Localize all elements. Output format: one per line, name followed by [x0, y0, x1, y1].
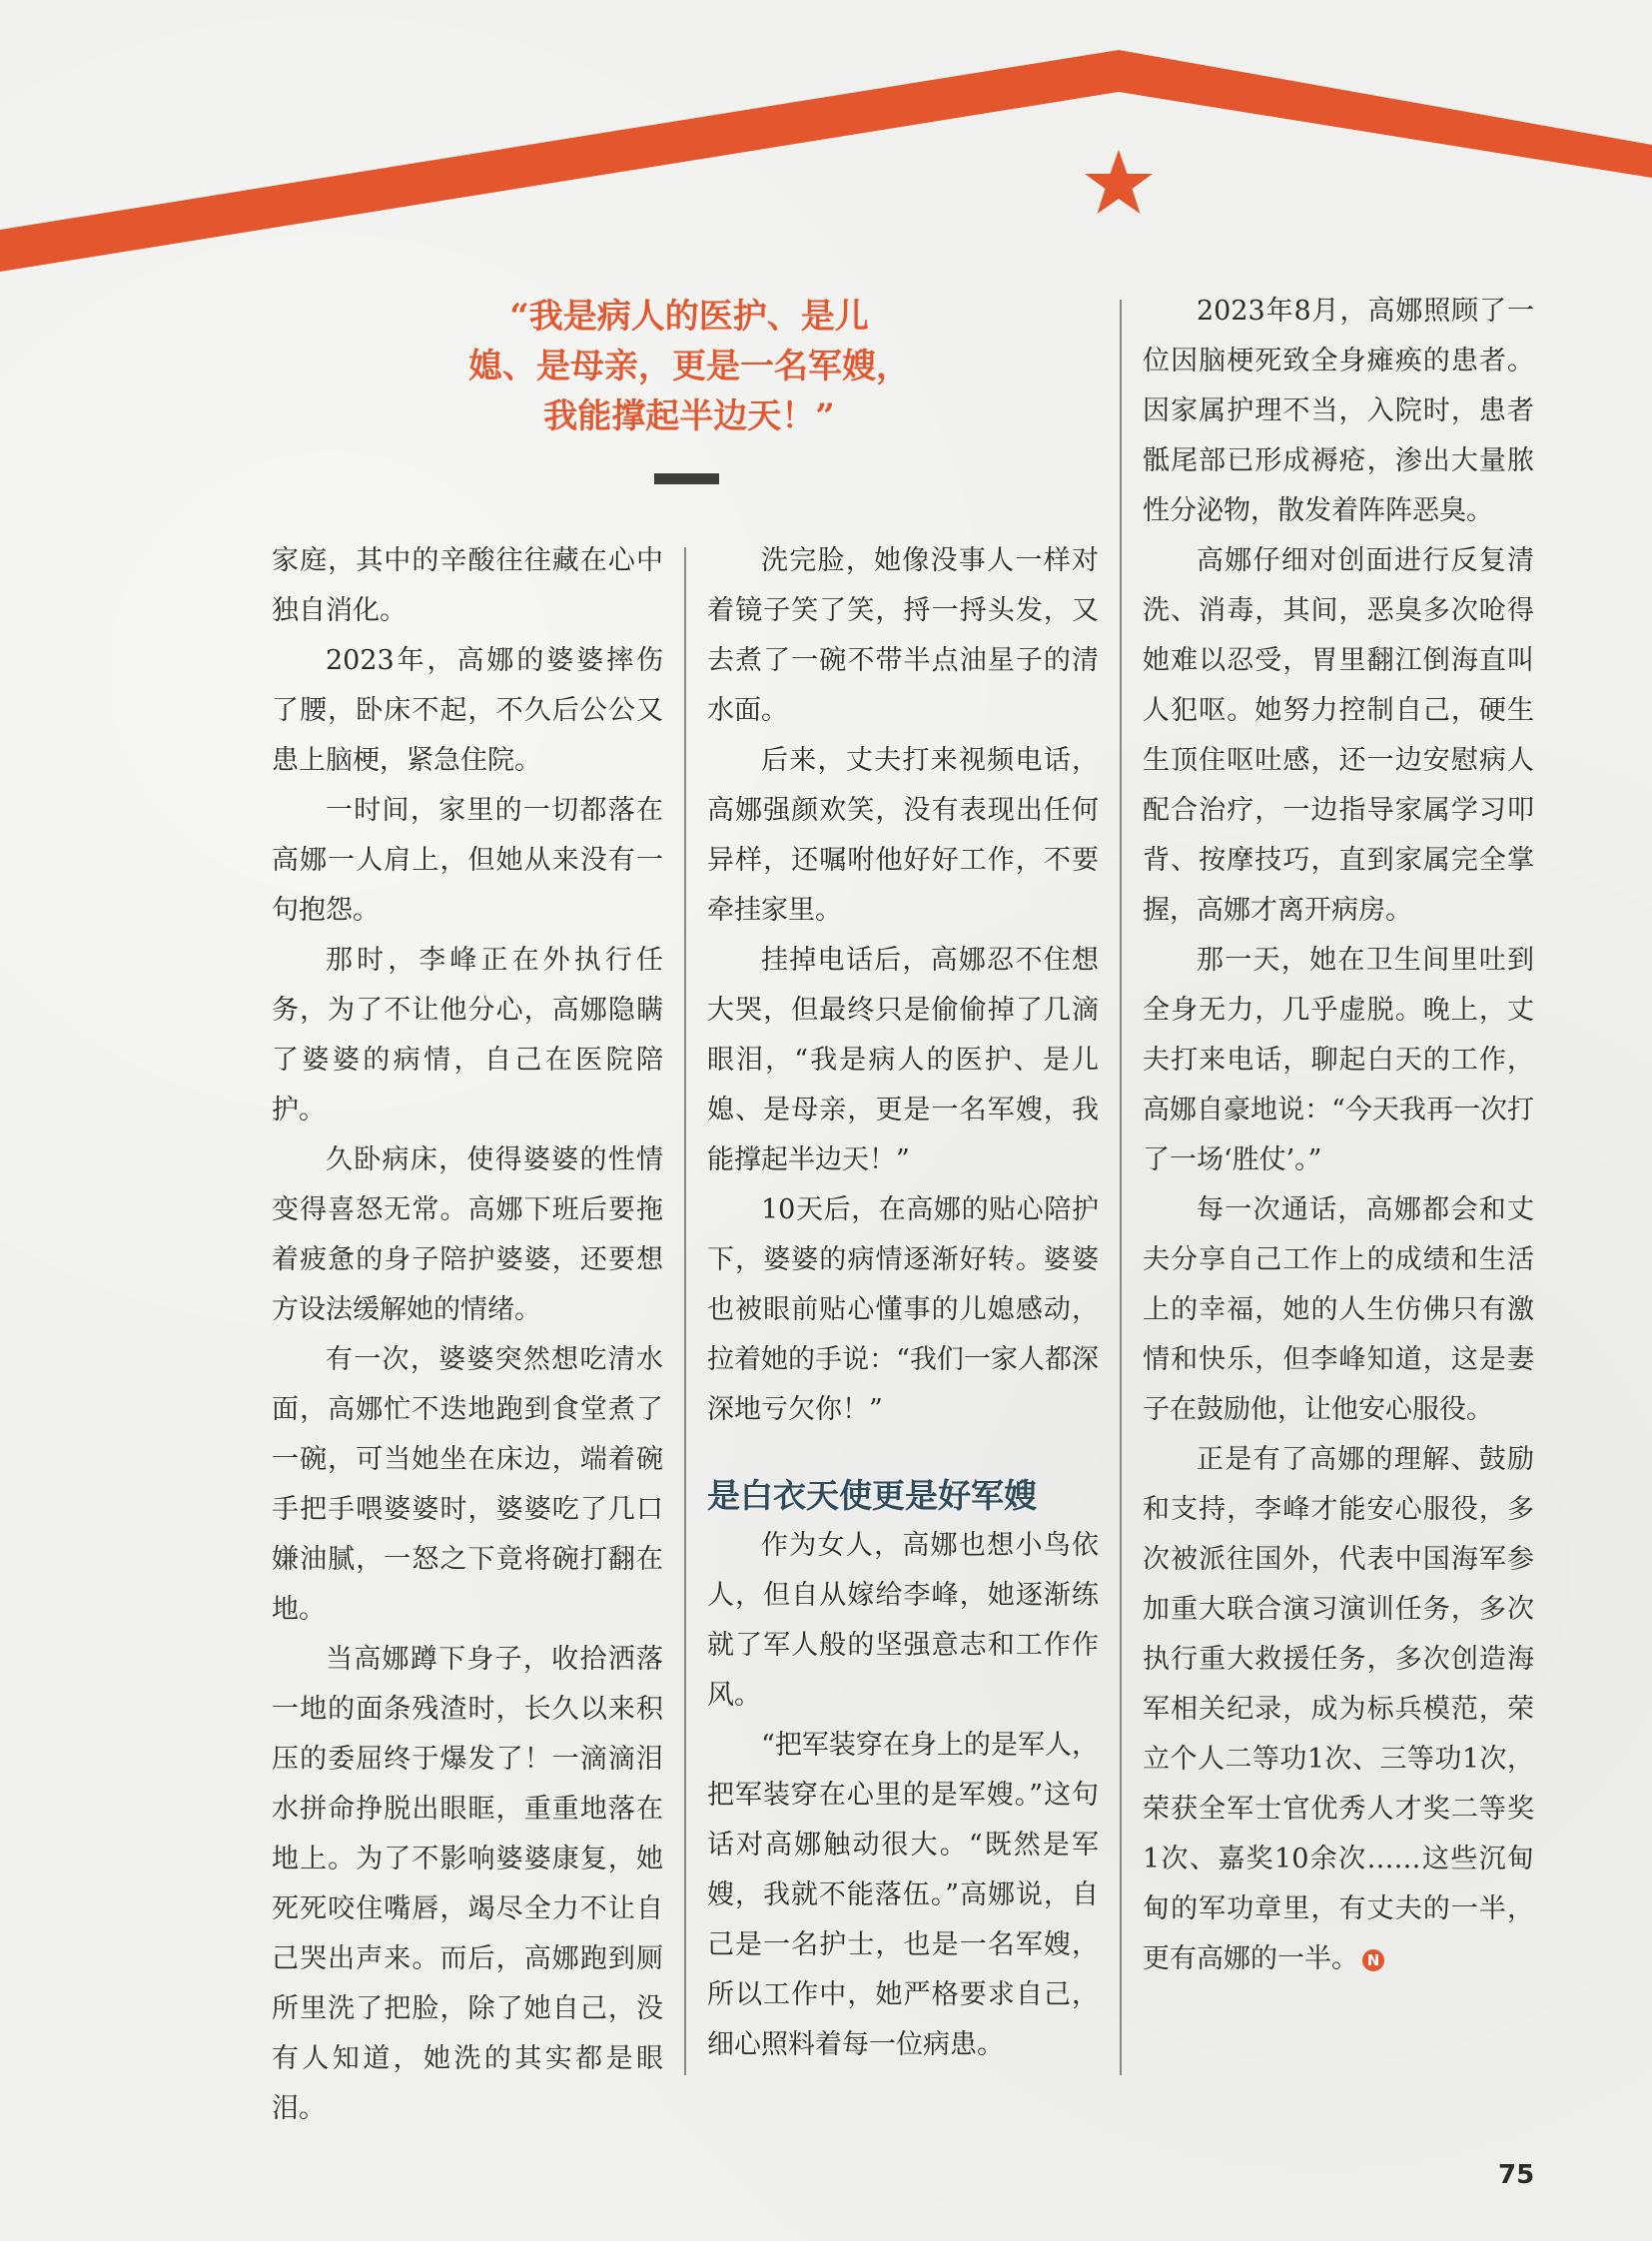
column-divider: [1120, 300, 1122, 2075]
section-heading: 是白衣天使更是好军嫂: [707, 1476, 1037, 1515]
paragraph: 当高娜蹲下身子，收拾洒落一地的面条残渣时，长久以来积压的委屈终于爆发了！一滴滴泪水拼命挣脱出眼眶，重重地落在地上。为了不影响婆婆康复，她死死咬住嘴唇，竭尽全力不让自己哭出声来。而后，高娜跑到厕所里洗了把脸，除了她自己，没有人知道，她洗的其实都是眼泪。: [272, 1644, 663, 2124]
pull-quote-divider: [654, 473, 719, 484]
paragraph-text: 正是有了高娜的理解、鼓励和支持，李峰才能安心服役，多次被派往国外，代表中国海军参加重大联合演习演训任务，多次执行重大救援任务，多次创造海军相关纪录，成为标兵模范，荣立个人二等功1次、三等功1次，荣获全军士官优秀人才奖二等奖1次、嘉奖10余次……这些沉甸甸的军功章里，有丈夫的一半，更有高娜的一半。: [1143, 1444, 1534, 1974]
page-number: 75: [1498, 2160, 1535, 2190]
paragraph: 挂掉电话后，高娜忍不住想大哭，但最终只是偷偷掉了几滴眼泪，“我是病人的医护、是儿媳、是母亲，更是一名军嫂，我能撑起半边天！”: [707, 945, 1099, 1175]
pull-quote: [439, 292, 939, 441]
roof-stripe: [0, 50, 1652, 272]
paragraph: 每一次通话，高娜都会和丈夫分享自己工作上的成绩和生活上的幸福，她的人生仿佛只有激情和快乐，但李峰知道，这是妻子在鼓励他，让他安心服役。: [1143, 1194, 1534, 1425]
article-column-2: [707, 536, 1099, 2070]
article-column-3: [1143, 287, 1534, 1984]
paragraph: “把军装穿在身上的是军人，把军装穿在心里的是军嫂。”这句话对高娜触动很大。“既然是军嫂，我就不能落伍。”高娜说，自己是一名护士，也是一名军嫂，所以工作中，她严格要求自己，细心照料着每一位病患。: [707, 1730, 1099, 2060]
paragraph: 有一次，婆婆突然想吃清水面，高娜忙不迭地跑到食堂煮了一碗，可当她坐在床边，端着碗手把手喂婆婆时，婆婆吃了几口嫌油腻，一怒之下竟将碗打翻在地。: [272, 1344, 663, 1625]
paragraph: 10天后，在高娜的贴心陪护下，婆婆的病情逐渐好转。婆婆也被眼前贴心懂事的儿媳感动，拉着她的手说：“我们一家人都深深地亏欠你！”: [707, 1194, 1099, 1425]
star-icon: [1083, 148, 1155, 218]
paragraph: 那时，李峰正在外执行任务，为了不让他分心，高娜隐瞒了婆婆的病情，自己在医院陪护。: [272, 945, 663, 1125]
pull-quote-line: “我是病人的医护、是儿: [509, 297, 869, 337]
column-divider: [684, 547, 686, 2075]
pull-quote-line: 媳、是母亲，更是一名军嫂，: [468, 347, 910, 386]
article-column-1: [272, 536, 663, 2134]
paragraph: 那一天，她在卫生间里吐到全身无力，几乎虚脱。晚上，丈夫打来电话，聊起白天的工作，高娜自豪地说：“今天我再一次打了一场‘胜仗’。”: [1143, 945, 1534, 1175]
paragraph: 作为女人，高娜也想小鸟依人，但自从嫁给李峰，她逐渐练就了军人般的坚强意志和工作作风。: [707, 1530, 1099, 1711]
paragraph-final: [1143, 1435, 1534, 1984]
paragraph: 洗完脸，她像没事人一样对着镜子笑了笑，捋一捋头发，又去煮了一碗不带半点油星子的清水面。: [707, 545, 1099, 726]
paragraph: 一时间，家里的一切都落在高娜一人肩上，但她从来没有一句抱怨。: [272, 795, 663, 926]
paragraph: 2023年，高娜的婆婆摔伤了腰，卧床不起，不久后公公又患上脑梗，紧急住院。: [272, 645, 663, 776]
paragraph: 2023年8月，高娜照顾了一位因脑梗死致全身瘫痪的患者。因家属护理不当，入院时，患者骶尾部已形成褥疮，渗出大量脓性分泌物，散发着阵阵恶臭。: [1143, 296, 1534, 526]
end-mark-icon: N: [1362, 1949, 1384, 1971]
paragraph: 家庭，其中的辛酸往往藏在心中独自消化。: [272, 545, 663, 626]
pull-quote-line: 我能撑起半边天！”: [543, 396, 835, 436]
paragraph: 久卧病床，使得婆婆的性情变得喜怒无常。高娜下班后要拖着疲惫的身子陪护婆婆，还要想方设法缓解她的情绪。: [272, 1144, 663, 1325]
roof-banner: [0, 0, 1652, 280]
paragraph: 高娜仔细对创面进行反复清洗、消毒，其间，恶臭多次呛得她难以忍受，胃里翻江倒海直叫人犯呕。她努力控制自己，硬生生顶住呕吐感，还一边安慰病人配合治疗，一边指导家属学习叩背、按摩技巧，直到家属完全掌握，高娜才离开病房。: [1143, 545, 1534, 926]
paragraph: 后来，丈夫打来视频电话，高娜强颜欢笑，没有表现出任何异样，还嘱咐他好好工作，不要牵挂家里。: [707, 745, 1099, 926]
